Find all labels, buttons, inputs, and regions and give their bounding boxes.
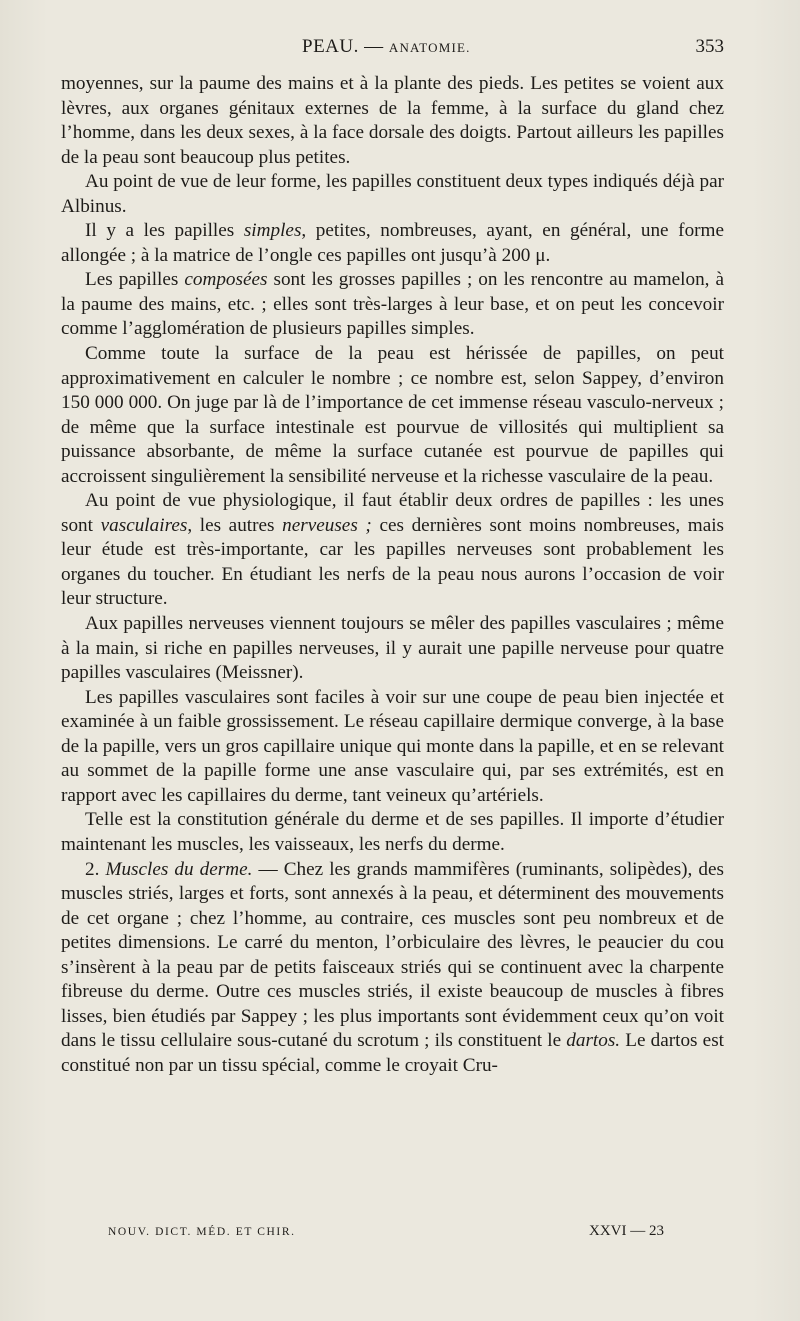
section-number: 2. xyxy=(85,858,106,880)
title-dash: — xyxy=(358,36,389,57)
paragraph-9: Telle est la constitution générale du derme et de ses papilles. Il importe d’étudier maintenant les muscles, les vaisseaux, les nerfs du derme. xyxy=(61,809,724,855)
text-run: Il y a les papilles xyxy=(85,220,244,242)
text-run: Les papilles xyxy=(85,269,185,291)
italic-term: vasculaires xyxy=(100,514,188,536)
text-run: — Chez les grands mammifères (ruminants, solipèdes), des muscles striés, larges et forts, sont annexés à la peau, et déterminent des mouvements de cet organe ; chez l’homme, au contraire, ces muscles sont peu nombreux et de petites dimensions. Le carré du menton, l’orbiculaire des lèvres, le peaucier du cou s’insèrent à la peau par de petits faisceaux striés qui se continuent avec la charpente fibreuse du derme. Outre ces muscles striés, il existe beaucoup de muscles à fibres lisses, bien étudiés par Sappey ; les plus importants sont évidemment ceux qu’on voit dans le tissu cellulaire sous-cutané du scrotum ; ils constituent le xyxy=(61,858,724,1052)
text-run: , les autres xyxy=(187,514,283,536)
title-main: PEAU. xyxy=(302,36,359,57)
italic-term: dartos. xyxy=(566,1030,621,1052)
paragraph-1: moyennes, sur la paume des mains et à la plante des pieds. Les petites se voient aux lèvres, aux organes génitaux externes de la femme, à la surface du gland chez l’homme, dans les deux sexes, à la face dorsale des doigts. Partout ailleurs les papilles de la peau sont beaucoup plus petites. xyxy=(61,73,724,168)
running-header xyxy=(60,34,724,64)
paragraph-8: Les papilles vasculaires sont faciles à voir sur une coupe de peau bien injectée et examinée à un faible grossissement. Le réseau capillaire dermique converge, à la base de la papille, vers un gros capillaire unique qui monte dans la papille, et en se relevant au sommet de la papille forme une anse vasculaire qui, par ses extrémités, est en rapport avec les capillaires du derme, tant veineux qu’artériels. xyxy=(61,686,724,806)
footer-publication: NOUV. DICT. MÉD. ET CHIR. xyxy=(108,1226,296,1238)
page-number: 353 xyxy=(695,36,724,57)
body-text xyxy=(61,72,724,1078)
text-run: ces dernières sont moins nombreuses, mais leur étude est très-importante, car les papilles nerveuses sont probablement les organes du toucher. En étudiant les nerfs de la peau nous aurons l’occasion de voir leur structure. xyxy=(61,514,725,610)
section-heading: Muscles du derme. xyxy=(105,858,253,880)
italic-term: nerveuses ; xyxy=(282,514,372,536)
page-footer xyxy=(108,1223,664,1246)
running-title xyxy=(302,36,471,58)
paragraph-4 xyxy=(61,268,724,342)
paragraph-2: Au point de vue de leur forme, les papilles constituent deux types indiqués déjà par Albinus. xyxy=(61,171,724,217)
paragraph-7: Aux papilles nerveuses viennent toujours se mêler des papilles vasculaires ; même à la main, si riche en papilles nerveuses, il y aurait une papille nerveuse pour quatre papilles vasculaires (Meissner). xyxy=(61,613,724,684)
paragraph-6 xyxy=(61,489,724,612)
italic-term: simples xyxy=(243,220,302,242)
paragraph-3 xyxy=(61,219,724,268)
title-sub: ANATOMIE. xyxy=(388,40,471,55)
text-run: Le dartos est constitué non par un tissu spécial, comme le croyait Cru- xyxy=(61,1030,724,1076)
text-run: , petites, nombreuses, ayant, en général, une forme allongée ; à la matrice de l’ongle ces papilles ont jusqu’à 200 μ. xyxy=(61,220,724,266)
text-run: sont les grosses papilles ; on les rencontre au mamelon, à la paume des mains, etc. ; elles sont très-larges à leur base, et on peut les concevoir comme l’agglomération de plusieurs papilles simples. xyxy=(61,269,724,340)
text-run: Au point de vue physiologique, il faut établir deux ordres de papilles : les unes sont xyxy=(61,490,724,536)
footer-signature: XXVI — 23 xyxy=(589,1223,664,1239)
italic-term: composées xyxy=(184,269,268,291)
paragraph-5: Comme toute la surface de la peau est hérissée de papilles, on peut approximativement en calculer le nombre ; ce nombre est, selon Sappey, d’environ 150 000 000. On juge par là de l’importance de cet immense réseau vasculo-nerveux ; de même que la surface intestinale est pourvue de villosités qui multiplient sa puissance absorbante, de même la surface cutanée est pourvue de papilles qui accroissent singulièrement la sensibilité nerveuse et la richesse vasculaire de la peau. xyxy=(61,343,724,487)
paragraph-10 xyxy=(61,858,724,1079)
